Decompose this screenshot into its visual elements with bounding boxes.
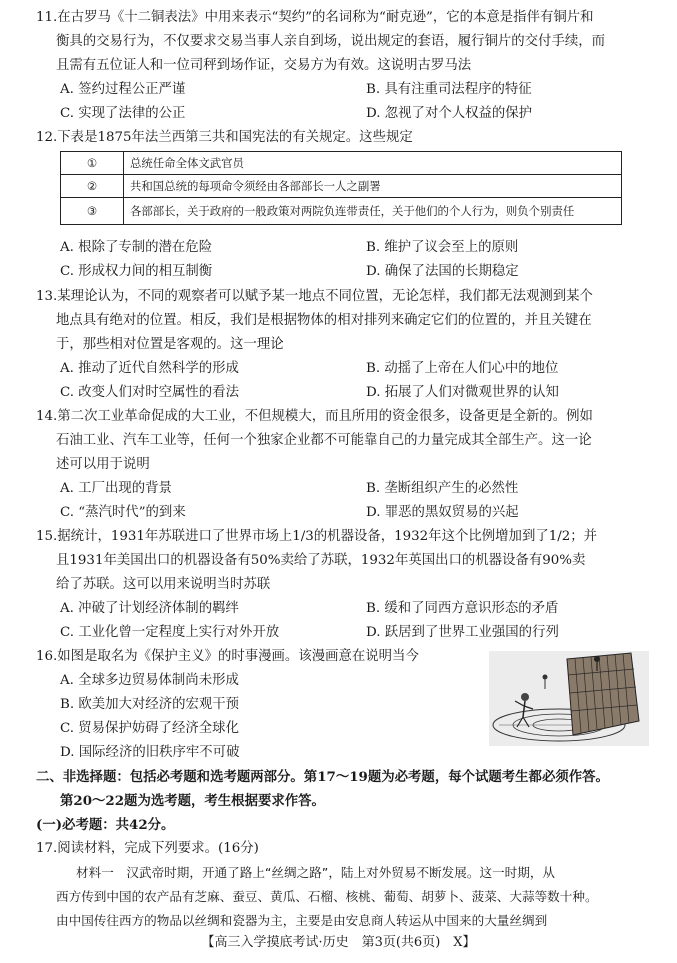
q15-option-a: A. 冲破了计划经济体制的羁绊 (60, 601, 239, 616)
q17-title: 17.阅读材料，完成下列要求。(16分) (36, 841, 259, 856)
q14-line-3: 述可以用于说明 (56, 457, 150, 472)
q12-option-b: B. 维护了议会至上的原则 (366, 240, 519, 255)
q16-option-a: A. 全球多边贸易体制尚未形成 (60, 673, 239, 688)
table-row (61, 152, 622, 175)
q12-option-d: D. 确保了法国的长期稳定 (366, 264, 519, 279)
table-row-number: ① (61, 152, 124, 175)
q14-line-1: 14.第二次工业革命促成的大工业，不但规模大，而且所用的资金很多，设备更是全新的。例如 (36, 409, 593, 424)
q16-option-d: D. 国际经济的旧秩序牢不可破 (60, 745, 240, 760)
q11-option-b: B. 具有注重司法程序的特征 (366, 82, 532, 97)
q16-option-b: B. 欧美加大对经济的宏观干预 (60, 697, 240, 712)
q13-option-b: B. 动摇了上帝在人们心中的地位 (366, 361, 559, 376)
table-row-number: ③ (61, 198, 124, 225)
q13-line-1: 13.某理论认为，不同的观察者可以赋予某一地点不同位置，无论怎样，我们都无法观测到某个 (36, 289, 593, 304)
q16-line-1: 16.如图是取名为《保护主义》的时事漫画。该漫画意在说明当今 (36, 649, 419, 664)
protectionism-cartoon (489, 651, 649, 746)
q13-line-2: 地点具有绝对的位置。相反，我们是根据物体的相对排列来确定它们的位置的，并且关键在 (56, 313, 592, 328)
q11-option-c: C. 实现了法律的公正 (60, 106, 186, 121)
q14-option-d: D. 罪恶的黑奴贸易的兴起 (366, 505, 519, 520)
q15-line-1: 15.据统计，1931年苏联进口了世界市场上1/3的机器设备，1932年这个比例增加到了1/2；并 (36, 529, 598, 544)
table-row (61, 198, 622, 225)
q15-option-c: C. 工业化曾一定程度上实行对外开放 (60, 625, 280, 640)
table-row-text: 总统任命全体文武官员 (124, 152, 622, 175)
section2-heading-line-2: 第20～22题为选考题，考生根据要求作答。 (60, 793, 325, 809)
table-row-text: 共和国总统的每项命令须经由各部部长一人之副署 (124, 175, 622, 198)
q14-line-2: 石油工业、汽车工业等，任何一个独家企业都不可能靠自己的力量完成其全部生产。这一论 (56, 433, 592, 448)
q15-option-b: B. 缓和了同西方意识形态的矛盾 (366, 601, 559, 616)
table-row-text: 各部部长，关于政府的一般政策对两院负连带责任，关于他们的个人行为，则负个别责任 (124, 198, 622, 225)
q13-option-c: C. 改变人们对时空属性的看法 (60, 385, 239, 400)
q14-option-a: A. 工厂出现的背景 (60, 481, 172, 496)
q14-option-b: B. 垄断组织产生的必然性 (366, 481, 519, 496)
q13-option-d: D. 拓展了人们对微观世界的认知 (366, 385, 559, 400)
q11-line-1: 11.在古罗马《十二铜表法》中用来表示“契约”的名词称为“耐克逊”，它的本意是指伴有铜片和 (36, 10, 594, 25)
q15-line-3: 给了苏联。这可以用来说明当时苏联 (56, 577, 271, 592)
q11-line-2: 衡具的交易行为，不仅要求交易当事人亲自到场，说出规定的套语，履行铜片的交付手续，而 (56, 34, 606, 49)
table-row (61, 175, 622, 198)
section2-heading-line-1: 二、非选择题：包括必考题和选考题两部分。第17～19题为必考题，每个试题考生都必须作答。 (36, 769, 609, 785)
cartoon-illustration (489, 651, 649, 746)
q17-material-line-1: 材料一 汉武帝时期，开通了路上“丝绸之路”，陆上对外贸易不断发展。这一时期，从 (76, 865, 556, 880)
q11-option-a: A. 签约过程公正严谨 (60, 82, 186, 97)
q15-option-d: D. 跃居到了世界工业强国的行列 (366, 625, 559, 640)
q17-material-line-3: 由中国传往西方的物品以丝绸和瓷器为主，主要是由安息商人转运从中国来的大量丝绸到 (56, 913, 548, 928)
required-section-label: (一)必考题：共42分。 (36, 817, 175, 833)
q11-option-d: D. 忽视了对个人权益的保护 (366, 106, 533, 121)
q13-option-a: A. 推动了近代自然科学的形成 (60, 361, 239, 376)
q12-line-1: 12.下表是1875年法兰西第三共和国宪法的有关规定。这些规定 (36, 130, 413, 145)
table-row-number: ② (61, 175, 124, 198)
q17-material-line-2: 西方传到中国的农产品有芝麻、蚕豆、黄瓜、石榴、核桃、葡萄、胡萝卜、菠菜、大蒜等数十种。 (56, 889, 598, 904)
q13-line-3: 于，那些相对位置是客观的。这一理论 (56, 337, 284, 352)
q11-line-3: 且需有五位证人和一位司秤到场作证，交易方为有效。这说明古罗马法 (56, 58, 472, 73)
q16-option-c: C. 贸易保护妨碍了经济全球化 (60, 721, 239, 736)
page-footer: 【高三入学摸底考试·历史 第3页(共6页) X】 (201, 935, 476, 950)
q15-line-2: 且1931年美国出口的机器设备有50%卖给了苏联，1932年英国出口的机器设备有90%卖 (56, 553, 586, 568)
q14-option-c: C. “蒸汽时代”的到来 (60, 505, 186, 520)
constitution-table (60, 151, 622, 225)
q12-option-a: A. 根除了专制的潜在危险 (60, 240, 213, 255)
q12-option-c: C. 形成权力间的相互制衡 (60, 264, 213, 279)
